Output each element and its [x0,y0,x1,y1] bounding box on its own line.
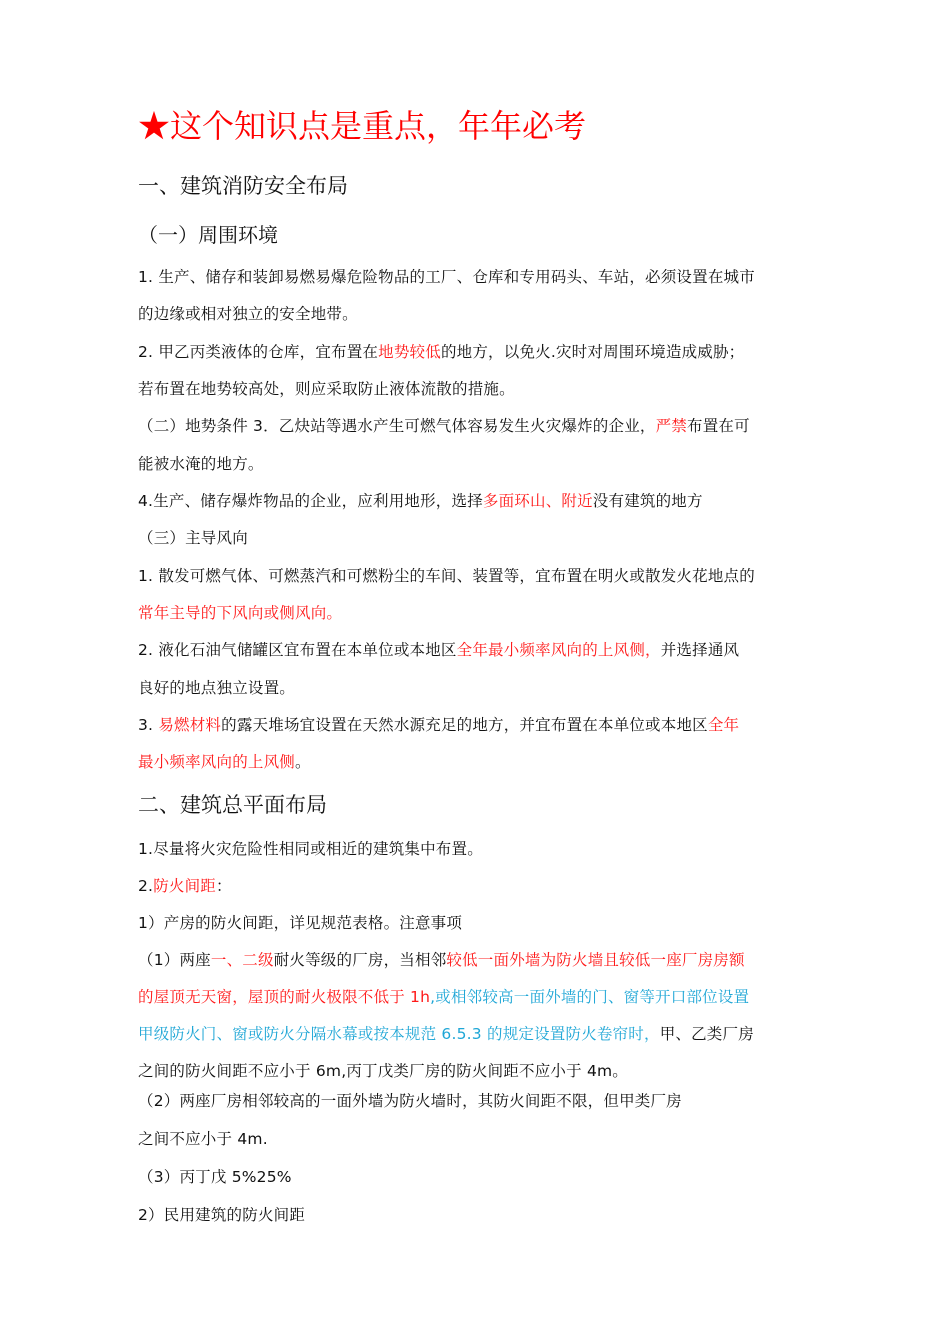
paragraph-line: 1. 生产、储存和装卸易燃易爆危险物品的工厂、仓库和专用码头、车站，必须设置在城市 [138,268,755,286]
paragraph-line: 之间的防火间距不应小于 6m,丙丁戊类厂房的防火间距不应小于 4m。 [138,1062,629,1080]
paragraph-line [138,1023,828,1045]
subheading-wind-direction: （三）主导风向 [138,529,248,547]
paragraph-line: 之间不应小于 4m. [138,1130,268,1148]
paragraph-line: （3）丙丁戊 5%25% [138,1168,292,1186]
highlight-text: 全年 [707,716,740,734]
paragraph-line [138,751,828,773]
section-heading-site-plan: 二、建筑总平面布局 [138,793,327,817]
highlight-text: 一、二级 [210,951,274,969]
text-run: 耐火等级的厂房，当相邻 [273,951,447,969]
highlight-text: 较低一面外墙为防火墙且较低一座厂房房额 [446,951,745,969]
paragraph-line [138,949,828,971]
text-run: （二）地势条件 3．乙炔站等遇水产生可燃气体容易发生火灾爆炸的企业， [138,417,656,435]
text-run: 的露天堆场宜设置在天然水源充足的地方，并宜布置在本单位或本地区 [221,716,708,734]
text-run: 2. [138,877,154,895]
text-run: 布置在可 [687,417,750,435]
highlight-text: 最小频率风向的上风侧 [138,753,296,771]
highlight-text: 多面环山、附近 [482,492,593,510]
subheading-surroundings: （一）周围环境 [138,223,278,247]
text-run: 。 [295,753,311,771]
paragraph-line: 能被水淹的地方。 [138,455,264,473]
paragraph-line: 的边缘或相对独立的安全地带。 [138,305,358,323]
highlight-text: 全年最小频率风向的上风侧， [456,641,661,659]
text-run: 并选择通风 [660,641,740,659]
text-run: ： [216,877,232,895]
text-run: 2. 甲乙丙类液体的仓库，宜布置在 [138,343,379,361]
paragraph-line: 良好的地点独立设置。 [138,679,296,697]
paragraph-line [138,490,828,512]
paragraph-line: （2）两座厂房相邻较高的一面外墙为防火墙时，其防火间距不限，但甲类厂房 [138,1092,682,1110]
paragraph-line: 1）产房的防火间距，详见规范表格。注意事项 [138,914,463,932]
highlight-text: 常年主导的下风向或侧风向。 [138,604,343,622]
paragraph-line: 若布置在地势较高处，则应采取防止液体流散的措施。 [138,380,515,398]
highlight-text: 的屋顶无天窗，屋顶的耐火极限不低于 1h [138,988,431,1006]
paragraph-line [138,714,828,736]
text-run: 没有建筑的地方 [592,492,703,510]
paragraph-line: 1. 散发可燃气体、可燃蒸汽和可燃粉尘的车间、装置等，宜布置在明火或散发火花地点的 [138,567,755,585]
section-heading-layout: 一、建筑消防安全布局 [138,174,348,198]
text-run: 4.生产、储存爆炸物品的企业，应利用地形，选择 [138,492,483,510]
paragraph-line [138,639,828,661]
text-run: 甲、乙类厂房 [659,1025,754,1043]
paragraph-line [138,415,828,437]
text-run: （1）两座 [138,951,211,969]
text-run: 3. [138,716,159,734]
highlight-text: 地势较低 [378,343,441,361]
paragraph-line [138,986,828,1008]
highlight-text-blue: ,或相邻较高一面外墙的门、窗等开口部位设置 [430,988,750,1006]
paragraph-line: 1.尽量将火灾危险性相同或相近的建筑集中布置。 [138,840,483,858]
text-run: 的地方，以免火.灾时对周围环境造成威胁； [440,343,745,361]
paragraph-line [138,341,828,363]
paragraph-line [138,875,828,897]
paragraph-line: 2）民用建筑的防火间距 [138,1206,306,1224]
highlight-text: 易燃材料 [158,716,222,734]
page-title: ★这个知识点是重点，年年必考 [138,107,587,145]
text-run: 2. 液化石油气储罐区宜布置在本单位或本地区 [138,641,457,659]
highlight-text: 防火间距 [153,877,217,895]
highlight-text-blue: 甲级防火门、窗或防火分隔水幕或按本规范 6.5.3 的规定设置防火卷帘时， [138,1025,660,1043]
highlight-text: 严禁 [655,417,687,435]
